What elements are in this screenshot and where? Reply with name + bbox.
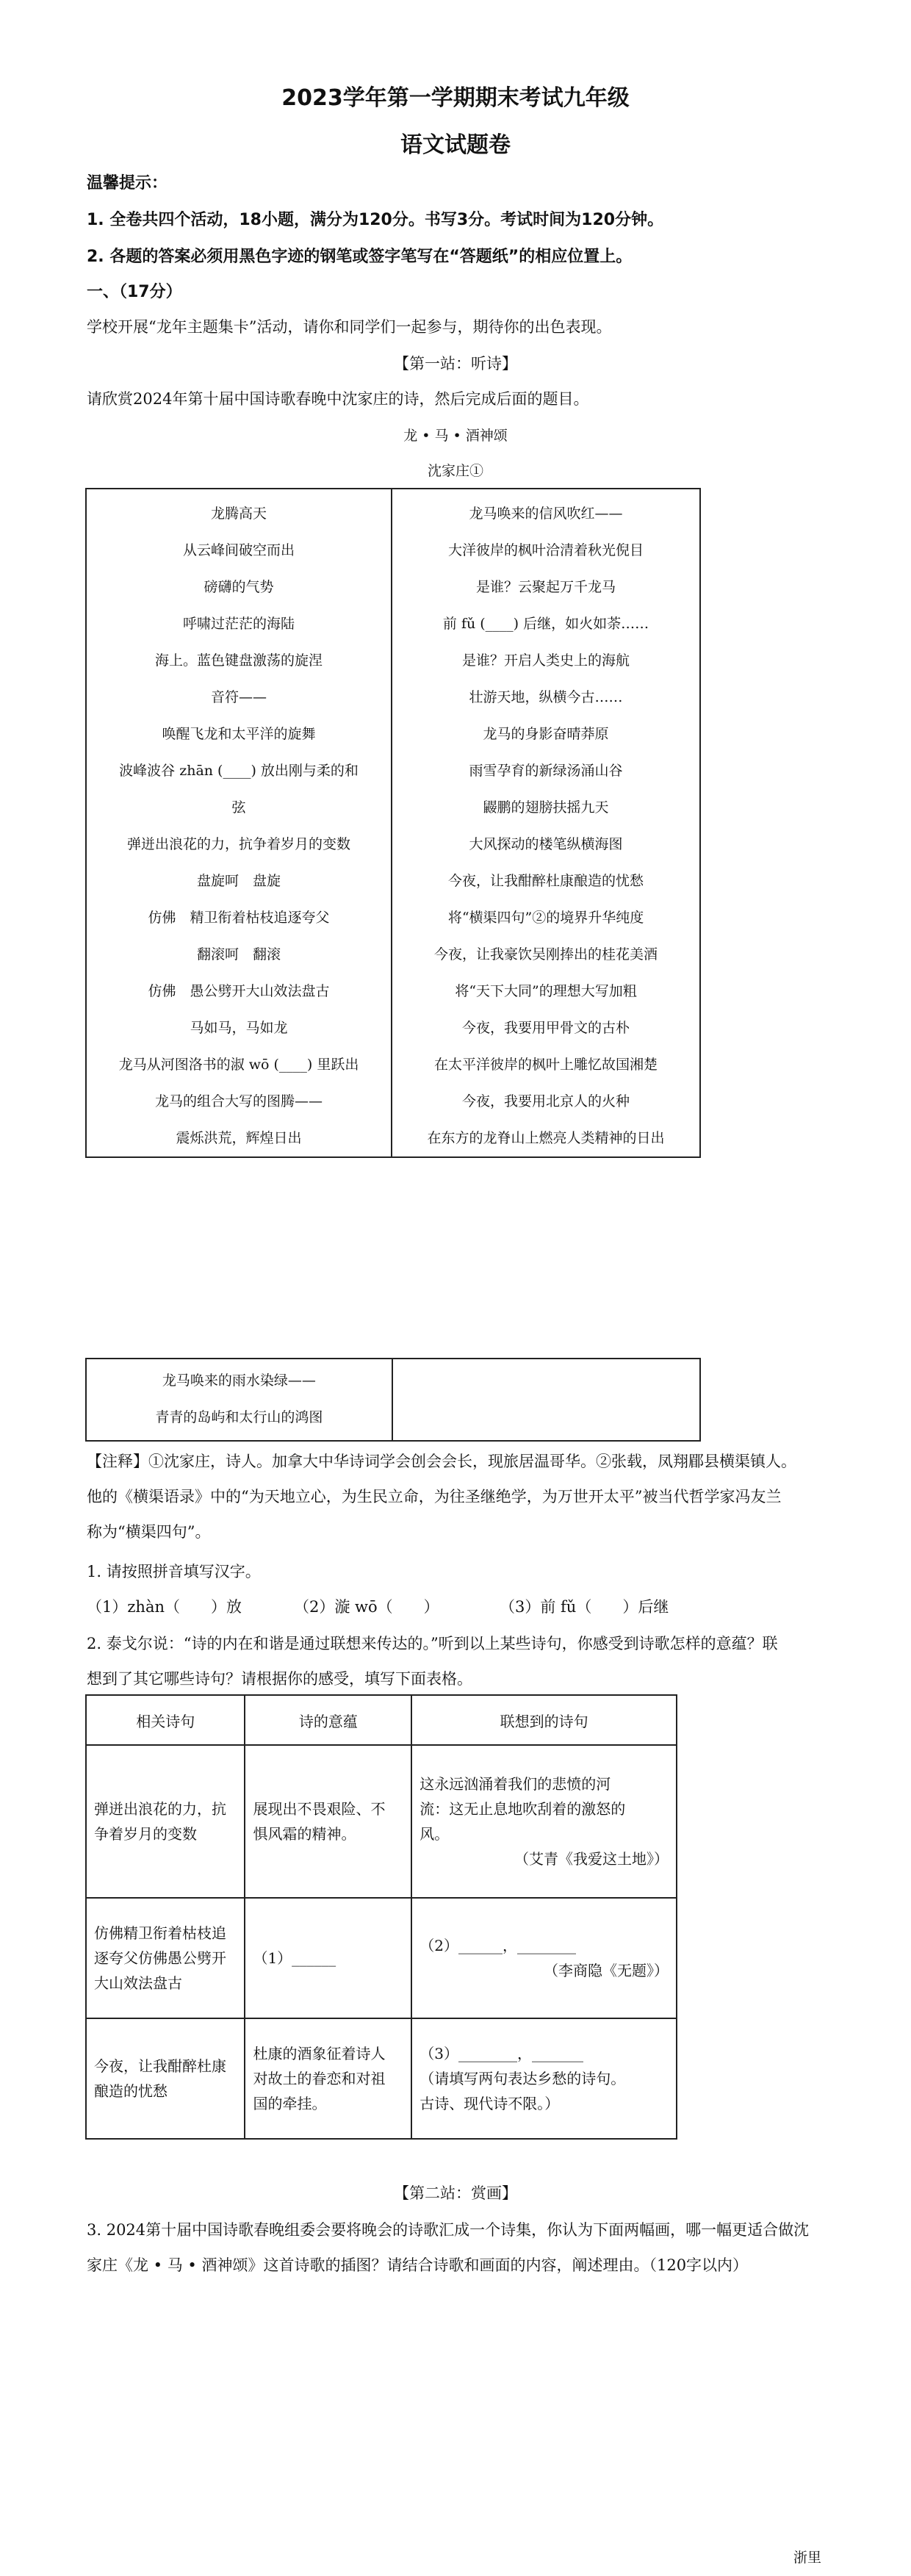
poem-line: 今夜，我要用北京人的火种: [462, 1093, 630, 1109]
tips-line-1: 1. 全卷共四个活动，18小题，满分为120分。书写3分。考试时间为120分钟。: [87, 211, 664, 229]
cell-line: 仿佛精卫衔着枯枝追: [94, 1924, 226, 1942]
cell-line: 这永远汹涌着我们的悲愤的河: [420, 1775, 611, 1793]
poem-line: 从云峰间破空而出: [183, 542, 295, 558]
cell-line: 酿造的忧愁: [94, 2082, 168, 2100]
poem-line: 今夜，让我豪饮吴刚捧出的桂花美酒: [434, 946, 658, 963]
poem-line: 大风探动的楼笔纵横海图: [469, 836, 623, 852]
poem-line: 震烁洪荒，辉煌日出: [176, 1130, 302, 1146]
answer-blank-2[interactable]: （2）______，________: [420, 1937, 576, 1954]
q3-line-1: 3. 2024第十届中国诗歌春晚组委会要将晚会的诗歌汇成一个诗集，你认为下面两幅画，哪一幅更适合做沈: [87, 2221, 810, 2239]
station-1-heading: 【第一站：听诗】: [394, 355, 517, 373]
q2-header-associated: 联想到的诗句: [411, 1695, 677, 1745]
poem-line: 弹迸出浪花的力，抗争着岁月的变数: [127, 836, 351, 852]
poem-line: 音符——: [211, 689, 267, 705]
q1-item-1: （1）zhàn（ ）放: [87, 1598, 242, 1616]
cell-line: 弹迸出浪花的力，抗: [94, 1800, 226, 1818]
poem-line: 是谁？开启人类史上的海航: [462, 652, 630, 669]
poem-line: 仿佛 愚公劈开大山效法盘古: [148, 983, 330, 999]
poem-line: 唤醒飞龙和太平洋的旋舞: [162, 726, 316, 742]
poem-line: 仿佛 精卫衔着枯枝追逐夸父: [148, 910, 330, 926]
cell-line: 国的牵挂。: [253, 2095, 327, 2112]
q2-row3-meaning: [245, 2018, 411, 2139]
q1-prompt: 1. 请按照拼音填写汉字。: [87, 1563, 261, 1580]
poem-line: 青青的岛屿和太行山的鸿图: [155, 1409, 323, 1425]
poem-line: 弦: [231, 799, 246, 816]
poem-line: 马如马，马如龙: [190, 1020, 288, 1036]
q2-row3-lines: [86, 2018, 245, 2139]
cell-line: 今夜，让我酣醉杜康: [94, 2057, 226, 2075]
poem-left-column: [86, 1359, 392, 1441]
poem-line: 翻滚呵 翻滚: [197, 946, 281, 963]
tips-heading: 温馨提示：: [87, 174, 168, 193]
cell-line: 古诗、现代诗不限。）: [420, 2095, 560, 2112]
poem-line: 在东方的龙脊山上燃亮人类精神的日出: [427, 1130, 665, 1146]
q2-row2-associated[interactable]: [411, 1898, 677, 2018]
poem-line: 在太平洋彼岸的枫叶上雕忆故国湘楚: [434, 1057, 658, 1073]
poem-line: 大洋彼岸的枫叶洽清着秋光倪目: [448, 542, 644, 558]
q3-line-2: 家庄《龙 • 马 • 酒神颂》这首诗歌的插图？请结合诗歌和画面的内容，阐述理由。（120字以内）: [87, 2256, 749, 2274]
note-line-2: 他的《横渠语录》中的“为天地立心，为生民立命，为往圣继绝学，为万世开太平”被当代哲学家冯友兰: [87, 1488, 782, 1505]
poem-line: 龙腾高天: [211, 506, 267, 522]
q2-prompt-line-1: 2. 泰戈尔说：“诗的内在和谐是通过联想来传达的。”听到以上某些诗句，你感受到诗歌怎样的意蕴？联: [87, 1635, 778, 1652]
section-heading: 一、（17分）: [87, 283, 182, 301]
cell-line: 大山效法盘古: [94, 1974, 182, 1992]
poem-line: 盘旋呵 盘旋: [197, 873, 281, 889]
cell-source: （艾青《我爱这土地》）: [514, 1850, 669, 1868]
cell-line: 逐夸父仿佛愚公劈开: [94, 1949, 226, 1967]
exam-title: 2023学年第一学期期末考试九年级: [281, 85, 630, 111]
q2-row2-meaning[interactable]: [245, 1898, 411, 2018]
poem-line: 龙马唤来的信风吹红——: [469, 506, 623, 522]
cell-line: 惧风霜的精神。: [253, 1825, 356, 1843]
poem-line: 将“天下大同”的理想大写加粗: [455, 983, 637, 999]
q2-table: [85, 1694, 677, 2140]
poem-line: 前 fǔ (____) 后继，如火如荼……: [442, 616, 649, 632]
cell-line: 对故土的眷恋和对祖: [253, 2070, 386, 2087]
cell-line: 流：这无止息地吹刮着的激怒的: [420, 1800, 626, 1818]
poem-right-column: [392, 489, 700, 1157]
poem-line: 龙马唤来的雨水染绿——: [162, 1372, 316, 1389]
note-line-3: 称为“横渠四句”。: [87, 1523, 211, 1541]
poem-line: 龙马从河图洛书的淑 wō (____) 里跃出: [118, 1057, 359, 1073]
activity-intro: 学校开展“龙年主题集卡”活动，请你和同学们一起参与，期待你的出色表现。: [87, 318, 612, 336]
q1-item-2: （2）漩 wō（ ）: [294, 1598, 439, 1616]
poem-line: 呼啸过茫茫的海陆: [183, 616, 295, 632]
q2-row1-associated: [411, 1745, 677, 1898]
poem-line: 龙马的身影奋晴莽原: [483, 726, 609, 742]
note-line-1: 【注释】①沈家庄，诗人。加拿大中华诗词学会创会会长，现旅居温哥华。②张载，凤翔郿县横渠镇人。: [87, 1453, 796, 1470]
tips-line-2: 2. 各题的答案必须用黑色字迹的钢笔或签字笔写在“答题纸”的相应位置上。: [87, 248, 633, 266]
poem-line: 鼹鹏的翅膀扶摇九天: [483, 799, 609, 816]
q2-row2-lines: [86, 1898, 245, 2018]
cell-line: 杜康的酒象征着诗人: [253, 2045, 386, 2062]
poem-line: 磅礴的气势: [204, 579, 274, 595]
cell-line: （请填写两句表达乡愁的诗句。: [420, 2070, 626, 2087]
poem-title: 龙 • 马 • 酒神颂: [403, 428, 508, 444]
q1-item-3: （3）前 fǔ（ ）后继: [500, 1598, 669, 1616]
poem-line: 壮游天地，纵横今古……: [469, 689, 623, 705]
cell-source: （李商隐《无题》）: [544, 1962, 669, 1979]
poem-line: 海上。蓝色键盘激荡的旋涅: [155, 652, 323, 669]
poem-right-column: [392, 1359, 700, 1441]
station-2-heading: 【第二站：赏画】: [394, 2184, 517, 2202]
q2-header-lines: 相关诗句: [86, 1695, 245, 1745]
answer-blank-3[interactable]: （3）________，_______: [420, 2045, 583, 2062]
q2-row1-lines: [86, 1745, 245, 1898]
cell-line: 争着岁月的变数: [94, 1825, 197, 1843]
poem-author: 沈家庄①: [427, 463, 483, 479]
poem-line: 是谁？云聚起万千龙马: [476, 579, 616, 595]
poem-left-column: [86, 489, 392, 1157]
q2-header-meaning: 诗的意蕴: [245, 1695, 411, 1745]
footer-watermark: 浙里: [793, 2550, 822, 2566]
cell-line: 风。: [420, 1825, 450, 1843]
poem-line: 今夜，让我酣醉杜康酿造的忧愁: [448, 873, 644, 889]
answer-blank-1[interactable]: （1）______: [253, 1949, 336, 1967]
q2-row1-meaning: [245, 1745, 411, 1898]
poem-line: 雨雪孕育的新绿汤涌山谷: [469, 763, 623, 779]
poem-line: 今夜，我要用甲骨文的古朴: [462, 1020, 630, 1036]
exam-subtitle: 语文试题卷: [400, 132, 511, 158]
poem-line: 将“横渠四句”②的境界升华纯度: [447, 910, 644, 926]
poem-table: [85, 488, 701, 1158]
cell-line: 展现出不畏艰险、不: [253, 1800, 386, 1818]
poem-line: 波峰波谷 zhān (____) 放出刚与柔的和: [119, 763, 359, 779]
poem-instruction: 请欣赏2024年第十届中国诗歌春晚中沈家庄的诗，然后完成后面的题目。: [87, 390, 589, 408]
q2-prompt-line-2: 想到了其它哪些诗句？请根据你的感受，填写下面表格。: [87, 1670, 472, 1688]
poem-line: 龙马的组合大写的图腾——: [155, 1093, 323, 1109]
poem-table-continued: [85, 1358, 701, 1442]
q2-row3-associated[interactable]: [411, 2018, 677, 2139]
